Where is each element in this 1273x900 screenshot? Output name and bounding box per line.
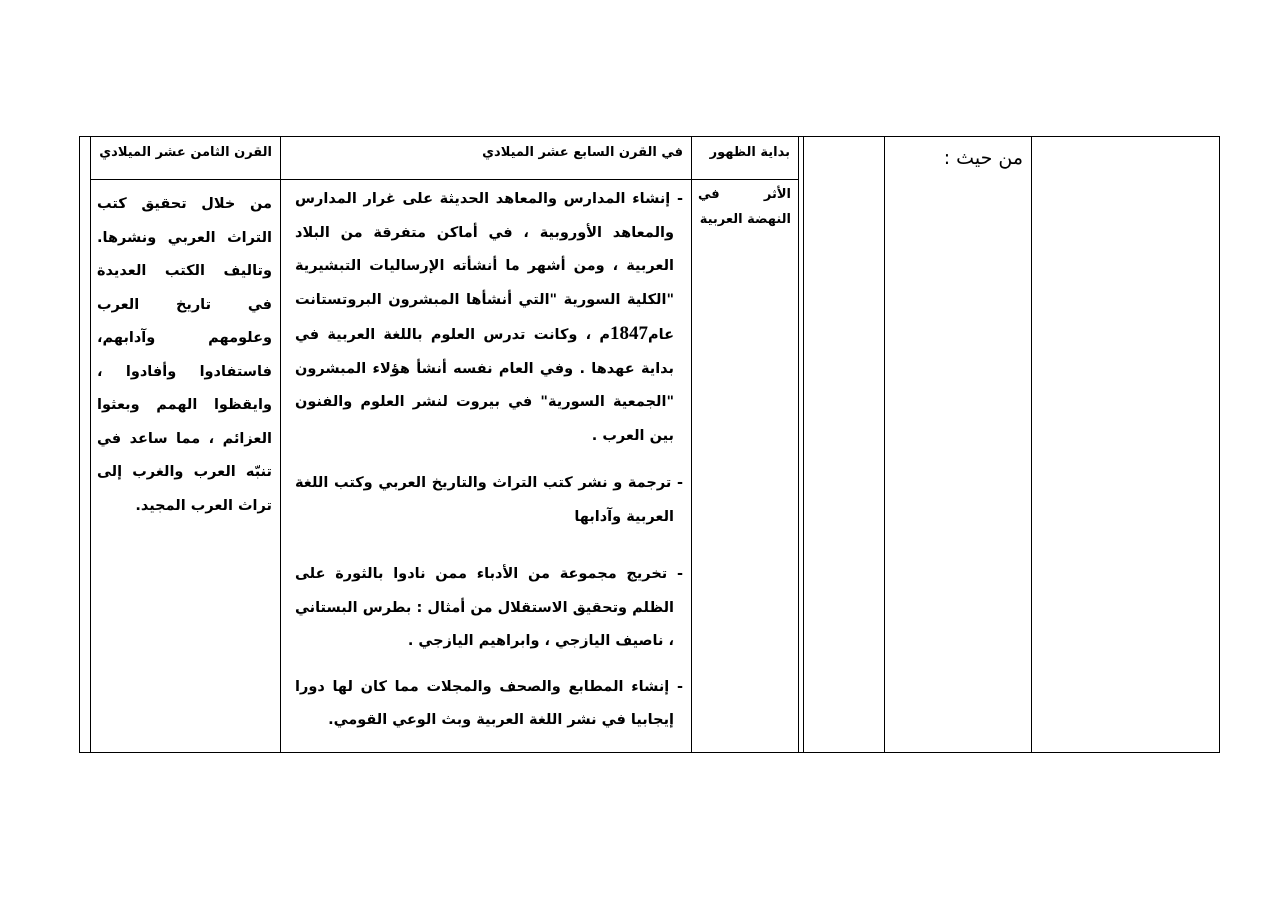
header-17th-century: في القرن السابع عشر الميلادي <box>281 137 692 180</box>
item4-text: إنشاء المطابع والصحف والمجلات مما كان لها دورا إيجابيا في نشر اللغة العربية وبث الوعي القومي. <box>295 678 674 728</box>
row-label-cell <box>692 180 799 753</box>
aspect-label: من حيث : <box>885 137 1032 753</box>
item1-text-before: إنشاء المدارس والمعاهد الحديثة على غرار المدارس والمعاهد الأوروبية ، في أماكن متفرقة من البلاد العربية ، ومن أشهر ما أنشأته الإرساليات التبشيرية "الكلية السورية "التي أنشأها المبشرون البروتستانت عام <box>295 191 674 343</box>
list-item: - إنشاء المطابع والصحف والمجلات مما كان لها دورا إيجابيا في نشر اللغة العربية وبث الوعي القومي. <box>295 678 683 728</box>
left-margin-cell <box>80 137 91 753</box>
item3-text: تخريج مجموعة من الأدباء ممن نادوا بالثورة على الظلم وتحقيق الاستقلال من أمثال : بطرس البستاني ، ناصيف اليازجي ، وابراهيم اليازجي . <box>295 566 674 649</box>
item1-year: 1847 <box>610 323 649 344</box>
content-17th-century <box>281 180 692 753</box>
list-item: - تخريج مجموعة من الأدباء ممن نادوا بالثورة على الظلم وتحقيق الاستقلال من أمثال : بطرس البستاني ، ناصيف اليازجي ، وابراهيم اليازجي . <box>295 566 683 649</box>
row-label-part3: النهضة العربية <box>699 212 791 227</box>
row-label-part2: في <box>698 187 720 202</box>
list-item: - إنشاء المدارس والمعاهد الحديثة على غرار المدارس والمعاهد الأوروبية ، في أماكن متفرقة من البلاد العربية ، ومن أشهر ما أنشأته الإرساليات التبشيرية "الكلية السورية "التي أنشأها المبشرون البروتستانت عام1847م ، وكانت تدرس العلوم باللغة العربية في بداية عهدها . وفي العام نفسه أنشأ هؤلاء المبشرون "الجمعية السورية" في بيروت لنشر العلوم والفنون بين العرب . <box>295 191 683 444</box>
content-table <box>79 136 1220 753</box>
item2-text: ترجمة و نشر كتب التراث والتاريخ العربي وكتب اللغة العربية وآدابها <box>295 475 674 525</box>
list-item: - ترجمة و نشر كتب التراث والتاريخ العربي وكتب اللغة العربية وآدابها <box>295 475 683 525</box>
empty-cell-2 <box>1032 137 1220 753</box>
content-18th-century: من خلال تحقيق كتب التراث العربي ونشرها. وتاليف الكتب العديدة في تاريخ العرب وعلومهم وآدابهم، فاستفادوا وأفادوا ، وايقظوا الهمم وبعثوا العزائم ، مما ساعد في تنبّه العرب والغرب إلى تراث العرب المجيد. <box>91 180 281 753</box>
row-label-part1: الأثر <box>763 187 791 202</box>
empty-cell-1 <box>804 137 885 753</box>
header-18th-century: القرن الثامن عشر الميلادي <box>91 137 281 180</box>
header-row <box>80 137 1220 180</box>
item1-text-after: م ، وكانت تدرس العلوم باللغة العربية في بداية عهدها . وفي العام نفسه أنشأ هؤلاء المبشرون "الجمعية السورية" في بيروت لنشر العلوم والفنون بين العرب . <box>295 327 674 444</box>
header-beginning: بداية الظهور <box>692 137 799 180</box>
